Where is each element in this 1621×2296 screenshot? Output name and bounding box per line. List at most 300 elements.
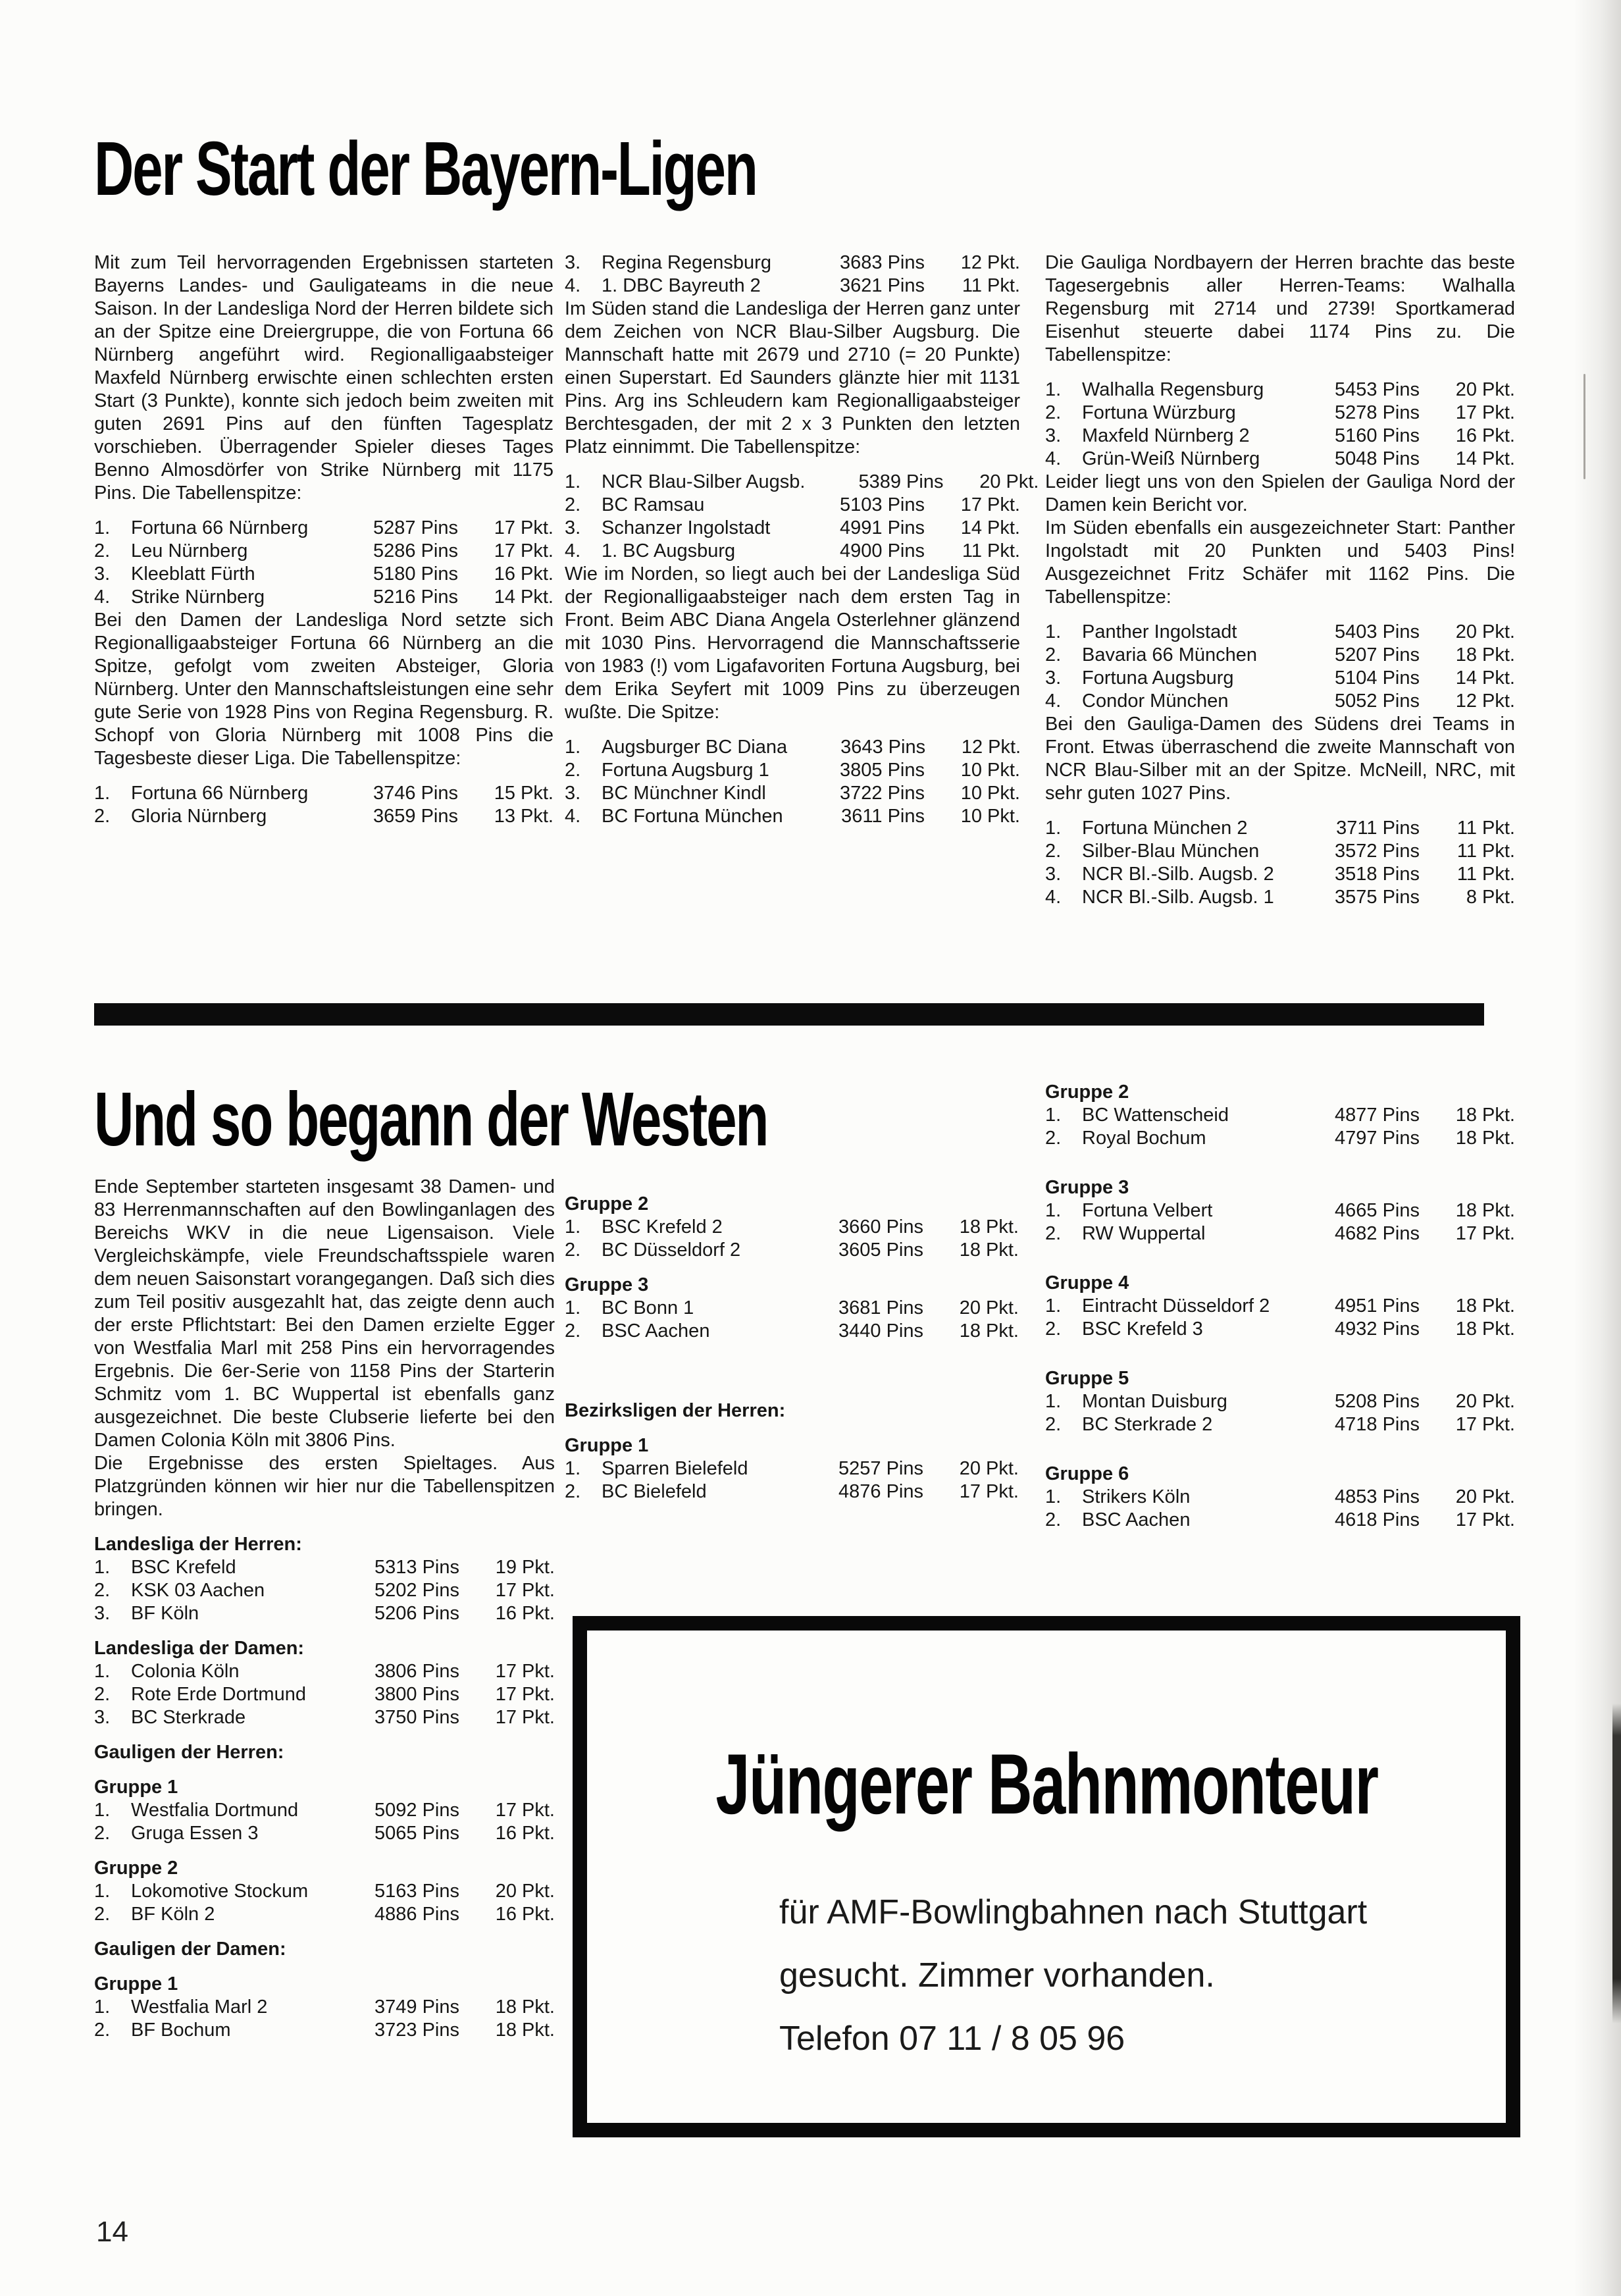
standings-table [1045,1104,1515,1150]
standings-table [1045,1295,1515,1341]
pins-value: 4876 Pins [838,1481,923,1502]
pins-value: 3750 Pins [374,1707,459,1728]
rank: 3. [565,783,581,804]
pins-value: 3683 Pins [840,252,925,273]
team-name: Fortuna Velbert [1082,1200,1213,1221]
rank: 2. [94,806,111,827]
rank: 2. [1045,1223,1062,1244]
team-name: Condor München [1082,691,1229,712]
table-row [565,759,1020,782]
team-name: Westfalia Marl 2 [131,1996,268,2018]
pins-value: 3572 Pins [1335,841,1420,862]
article2-column-3 [1045,1081,1515,1532]
table-row [565,1480,1019,1503]
pins-value: 4718 Pins [1335,1414,1420,1435]
rank: 2. [1045,1318,1062,1340]
ad-line: Telefon 07 11 / 8 05 96 [779,2020,1125,2058]
team-name: BC Münchner Kindl [602,783,766,804]
article1-column-3 [1045,251,1515,909]
standings-table [565,471,1039,563]
team-name: BC Fortuna München [602,806,783,827]
points-value: 11 Pkt. [962,540,1020,561]
points-value: 17 Pkt. [1455,1509,1515,1530]
rank: 1. [94,783,111,804]
pins-value: 5389 Pins [858,471,944,492]
group-section [1045,1081,1515,1150]
table-row [94,1996,555,2019]
points-value: 14 Pkt. [960,517,1020,538]
right-edge-dark-strip [1612,1704,1621,2023]
paragraph: Leider liegt uns von den Spielen der Gauliga Nord der Damen kein Bericht vor. [1045,471,1515,515]
team-name: Rote Erde Dortmund [131,1684,306,1705]
rank: 1. [565,1216,581,1238]
pins-value: 4900 Pins [840,540,925,561]
table-row [1045,817,1515,840]
paragraph: Die Ergebnisse des ersten Spieltages. Aus Platzgründen können wir hier nur die Tabellenspitzen bringen. [94,1453,555,1520]
points-value: 18 Pkt. [1455,644,1515,665]
points-value: 18 Pkt. [1455,1318,1515,1340]
table-row [565,1320,1019,1343]
rank: 2. [94,1823,111,1844]
section-heading: Bezirksligen der Herren: [565,1400,786,1421]
pins-value: 3723 Pins [374,2020,459,2041]
group-heading: Gruppe 3 [1045,1177,1129,1198]
section-divider-bar [94,1003,1484,1026]
points-value: 11 Pkt. [1456,841,1515,862]
rank: 4. [565,806,581,827]
table-row [565,540,1020,563]
pins-value: 5163 Pins [374,1881,459,1902]
pins-value: 5202 Pins [374,1580,459,1601]
points-value: 20 Pkt. [1455,621,1515,642]
team-name: NCR Bl.-Silb. Augsb. 1 [1082,887,1274,908]
group-section [1045,1367,1515,1436]
table-row [1045,1199,1515,1222]
group-section [1045,1176,1515,1245]
team-name: Fortuna Würzburg [1082,402,1236,423]
article2-headline: Und so begann der Westen [94,1076,768,1162]
rank: 1. [94,517,111,538]
rank: 2. [94,1904,111,1925]
team-name: Eintracht Düsseldorf 2 [1082,1295,1270,1317]
table-row [1045,1127,1515,1150]
rank: 1. [1045,1105,1062,1126]
team-name: Fortuna Augsburg 1 [602,760,769,781]
points-value: 10 Pkt. [960,760,1020,781]
points-value: 13 Pkt. [494,806,553,827]
table-row [94,1683,555,1706]
team-name: Silber-Blau München [1082,841,1260,862]
table-row [1045,425,1515,448]
points-value: 18 Pkt. [959,1239,1019,1261]
table-row [1045,1509,1515,1532]
rank: 1. [1045,1391,1062,1412]
group-heading: Gruppe 2 [94,1858,178,1879]
table-row [94,563,553,586]
pins-value: 4886 Pins [374,1904,459,1925]
points-value: 17 Pkt. [959,1481,1019,1502]
team-name: BC Düsseldorf 2 [602,1239,741,1261]
pins-value: 3643 Pins [840,737,926,758]
points-value: 14 Pkt. [494,587,553,608]
team-name: BC Sterkrade [131,1707,246,1728]
table-row [94,586,553,609]
pins-value: 5207 Pins [1335,644,1420,665]
group-section [1045,1463,1515,1532]
points-value: 16 Pkt. [1455,425,1515,446]
rank: 3. [565,517,581,538]
rank: 2. [94,540,111,561]
team-name: BF Köln 2 [131,1904,215,1925]
pins-value: 5286 Pins [373,540,458,561]
table-row [1045,886,1515,909]
team-name: BC Sterkrade 2 [1082,1414,1213,1435]
pins-value: 5160 Pins [1335,425,1420,446]
table-row [1045,621,1515,644]
team-name: Fortuna 66 Nürnberg [131,517,309,538]
points-value: 20 Pkt. [1455,379,1515,400]
points-value: 17 Pkt. [495,1661,555,1682]
standings-table [94,1660,555,1729]
table-row [94,1579,555,1602]
team-name: Walhalla Regensburg [1082,379,1264,400]
team-name: BF Köln [131,1603,199,1624]
rank: 1. [94,1881,111,1902]
table-row [1045,402,1515,425]
section-heading: Gauligen der Damen: [94,1939,286,1960]
team-name: NCR Bl.-Silb. Augsb. 2 [1082,864,1274,885]
pins-value: 3746 Pins [373,783,458,804]
points-value: 12 Pkt. [961,737,1021,758]
article1-column-1 [94,251,553,828]
points-value: 15 Pkt. [494,783,553,804]
team-name: Gruga Essen 3 [131,1823,259,1844]
table-row [1045,1390,1515,1413]
table-row [1045,1104,1515,1127]
rank: 1. [94,1661,111,1682]
standings-table [1045,817,1515,909]
table-row [565,736,1020,759]
paragraph: Ende September starteten insgesamt 38 Damen- und 83 Herrenmannschaften auf den Bowlinganlagen des Bereichs WKV in die neue Ligensaison. Viele Vergleichskämpfe, viele Freundschaftsspiele waren dem neuen Saisonstart vorangegangen. Daß sich dies zum Teil positiv ausgezahlt hat, das zeigte denn auch der erste Pflichtstart: Bei den Damen erzielte Egger von Westfalia Marl mit 258 Pins ein hervorragendes Ergebnis. Die 6er-Serie von 1158 Pins der Starterin Schmitz vom 1. BC Wuppertal ist ebenfalls ganz ausgezeichnet. Die beste Clubserie lieferte bei den Damen Colonia Köln mit 3806 Pins. [94,1176,555,1451]
points-value: 12 Pkt. [1455,691,1515,712]
section-heading: Gauligen der Herren: [94,1742,284,1763]
rank: 1. [565,471,581,492]
table-row [94,517,553,540]
rank: 1. [94,1996,111,2018]
rank: 1. [94,1800,111,1821]
points-value: 18 Pkt. [959,1216,1019,1238]
rank: 1. [1045,818,1062,839]
team-name: Panther Ingolstadt [1082,621,1237,642]
team-name: NCR Blau-Silber Augsb. [602,471,806,492]
paragraph: Im Süden stand die Landesliga der Herren ganz unter dem Zeichen von NCR Blau-Silber Augsburg. Die Mannschaft hatte mit 2679 und 2710 (= 20 Punkte) einen Superstart. Ed Saunders glänzte hier mit 1131 Pins. Arg ins Schleudern kam Regionalligaabsteiger Berchtesgaden, der mit 2 x 3 Punkten den letzten Platz einnimmt. Die Tabellenspitze: [565,298,1020,457]
rank: 3. [94,1603,111,1624]
rank: 2. [1045,644,1062,665]
rank: 1. [565,1297,581,1318]
standings-table [94,517,553,609]
pins-value: 5065 Pins [374,1823,459,1844]
group-heading: Gruppe 1 [565,1435,649,1456]
standings-table [565,1457,1019,1503]
rank: 3. [94,563,111,585]
rank: 3. [565,252,581,273]
pins-value: 3611 Pins [841,806,925,827]
team-name: Schanzer Ingolstadt [602,517,771,538]
pins-value: 3621 Pins [840,275,925,296]
team-name: Gloria Nürnberg [131,806,267,827]
team-name: BC Ramsau [602,494,705,515]
rank: 2. [94,2020,111,2041]
team-name: Strike Nürnberg [131,587,265,608]
group-section [1045,1272,1515,1341]
table-row [1045,1318,1515,1341]
team-name: Bavaria 66 München [1082,644,1257,665]
rank: 4. [1045,887,1062,908]
rank: 2. [1045,1414,1062,1435]
team-name: Leu Nürnberg [131,540,248,561]
team-name: Strikers Köln [1082,1486,1191,1507]
team-name: Augsburger BC Diana [602,737,788,758]
pins-value: 5287 Pins [373,517,458,538]
table-row [94,2019,555,2042]
pins-value: 5208 Pins [1335,1391,1420,1412]
team-name: Maxfeld Nürnberg 2 [1082,425,1250,446]
table-row [94,1799,555,1822]
rank: 1. [94,1557,111,1578]
pins-value: 4797 Pins [1335,1128,1420,1149]
points-value: 8 Pkt. [1466,887,1515,908]
rank: 4. [565,540,581,561]
table-row [565,805,1020,828]
points-value: 17 Pkt. [495,1800,555,1821]
ad-title: Jüngerer Bahnmonteur [715,1736,1378,1832]
points-value: 17 Pkt. [494,517,553,538]
pins-value: 3659 Pins [373,806,458,827]
points-value: 10 Pkt. [960,806,1020,827]
points-value: 20 Pkt. [1455,1391,1515,1412]
table-row [1045,840,1515,863]
pins-value: 5180 Pins [373,563,458,585]
standings-table [1045,1486,1515,1532]
rank: 2. [565,494,581,515]
table-row [565,1457,1019,1480]
team-name: RW Wuppertal [1082,1223,1206,1244]
article2-column-1 [94,1176,555,2042]
paragraph: Im Süden ebenfalls ein ausgezeichneter Start: Panther Ingolstadt mit 20 Punkten und 5403 Pins! Ausgezeichnet Fritz Schäfer mit 1162 Pins. Die Tabellenspitze: [1045,517,1515,608]
points-value: 17 Pkt. [495,1684,555,1705]
table-row [565,251,1020,274]
rank: 2. [1045,1128,1062,1149]
pins-value: 3800 Pins [374,1684,459,1705]
points-value: 14 Pkt. [1455,448,1515,469]
table-row [94,1880,555,1903]
rank: 3. [94,1707,111,1728]
rank: 2. [565,760,581,781]
points-value: 17 Pkt. [494,540,553,561]
rank: 3. [1045,864,1062,885]
team-name: Regina Regensburg [602,252,771,273]
rank: 1. [1045,1200,1062,1221]
table-row [94,1706,555,1729]
pins-value: 4951 Pins [1335,1295,1420,1317]
table-row [565,782,1020,805]
rank: 1. [565,737,581,758]
table-row [1045,1486,1515,1509]
pins-value: 3805 Pins [840,760,925,781]
team-name: BSC Krefeld 2 [602,1216,723,1238]
table-row [565,274,1020,298]
pins-value: 3722 Pins [840,783,925,804]
points-value: 11 Pkt. [1456,818,1515,839]
pins-value: 4665 Pins [1335,1200,1420,1221]
pins-value: 5206 Pins [374,1603,459,1624]
rank: 4. [1045,448,1062,469]
table-row [565,517,1020,540]
points-value: 11 Pkt. [1456,864,1515,885]
rank: 2. [565,1481,581,1502]
standings-table [94,1799,555,1845]
points-value: 17 Pkt. [1455,1223,1515,1244]
team-name: Grün-Weiß Nürnberg [1082,448,1260,469]
group-heading: Gruppe 1 [94,1973,178,1995]
pins-value: 4853 Pins [1335,1486,1420,1507]
team-name: Fortuna München 2 [1082,818,1248,839]
points-value: 17 Pkt. [495,1580,555,1601]
points-value: 17 Pkt. [1455,402,1515,423]
standings-table [565,1216,1019,1262]
points-value: 18 Pkt. [495,2020,555,2041]
standings-table [565,1297,1019,1343]
pins-value: 3711 Pins [1336,818,1420,839]
pins-value: 5403 Pins [1335,621,1420,642]
article2-column-2 [565,1193,1019,1503]
group-heading: Gruppe 2 [565,1193,649,1214]
paragraph: Bei den Damen der Landesliga Nord setzte sich Regionalligaabsteiger Fortuna 66 Nürnberg an die Spitze, gefolgt vom zweiten Absteiger, Gloria Nürnberg. Unter den Mannschaftsleistungen eine sehr gute Serie von 1928 Pins von Regina Regensburg. R. Schopf von Gloria Nürnberg mit 1008 Pins die Tagesbeste dieser Liga. Die Tabellenspitze: [94,610,553,769]
rank: 2. [565,1239,581,1261]
section-heading: Landesliga der Herren: [94,1534,302,1555]
points-value: 20 Pkt. [959,1458,1019,1479]
pins-value: 3605 Pins [838,1239,923,1261]
points-value: 19 Pkt. [495,1557,555,1578]
pins-value: 5104 Pins [1335,667,1420,689]
rank: 3. [1045,425,1062,446]
points-value: 20 Pkt. [959,1297,1019,1318]
points-value: 17 Pkt. [960,494,1020,515]
team-name: Westfalia Dortmund [131,1800,299,1821]
pins-value: 5453 Pins [1335,379,1420,400]
rank: 1. [1045,621,1062,642]
points-value: 16 Pkt. [494,563,553,585]
table-row [1045,1222,1515,1245]
table-row [1045,863,1515,886]
ad-body [779,1881,1506,2070]
team-name: BC Wattenscheid [1082,1105,1229,1126]
pins-value: 3681 Pins [838,1297,923,1318]
standings-table [94,782,553,828]
standings-table [94,1556,555,1625]
group-heading: Gruppe 6 [1045,1463,1129,1484]
pins-value: 5278 Pins [1335,402,1420,423]
paragraph: Wie im Norden, so liegt auch bei der Landesliga Süd der Regionalligaabsteiger nach dem ersten Tag in Front. Beim ABC Diana Angela Osterlehner glänzend mit 1030 Pins. Hervorragend die Mannschaftsserie von 1983 (!) vom Ligafavoriten Fortuna Augsburg, bei dem Erika Seyfert mit 1009 Pins zu überzeugen wußte. Die Spitze: [565,563,1020,723]
team-name: Lokomotive Stockum [131,1881,309,1902]
team-name: BC Bonn 1 [602,1297,694,1318]
table-row [94,1556,555,1579]
team-name: 1. BC Augsburg [602,540,736,561]
pins-value: 4932 Pins [1335,1318,1420,1340]
rank: 3. [1045,667,1062,689]
pins-value: 4877 Pins [1335,1105,1420,1126]
table-row [1045,1295,1515,1318]
paragraph: Bei den Gauliga-Damen des Südens drei Teams in Front. Etwas überraschend die zweite Mannschaft von NCR Blau-Silber mit an der Spitze. McNeill, NRC, mit sehr guten 1027 Pins. [1045,714,1515,804]
team-name: Sparren Bielefeld [602,1458,748,1479]
team-name: BF Bochum [131,2020,231,2041]
pins-value: 3660 Pins [838,1216,923,1238]
paragraph: Mit zum Teil hervorragenden Ergebnissen starteten Bayerns Landes- und Gauligateams in die neue Saison. In der Landesliga Nord der Herren bildete sich an der Spitze eine Dreiergruppe, die von Fortuna 66 Nürnberg angeführt wird. Regionalligaabsteiger Maxfeld Nürnberg erwischte einen schlechten ersten Start (3 Punkte), konnte sich jedoch beim zweiten mit guten 2691 Pins auf den fünften Tagesplatz vorschieben. Überragender Spieler dieses Tages Benno Almosdörfer von Strike Nürnberg mit 1175 Pins. Die Tabellenspitze: [94,252,554,504]
pins-value: 4991 Pins [840,517,925,538]
pins-value: 5048 Pins [1335,448,1420,469]
table-row [1045,448,1515,471]
group-heading: Gruppe 5 [1045,1368,1129,1389]
points-value: 18 Pkt. [1455,1200,1515,1221]
points-value: 18 Pkt. [1455,1105,1515,1126]
pins-value: 3749 Pins [374,1996,459,2018]
standings-table [565,736,1020,828]
table-row [1045,690,1515,713]
table-row [94,782,553,805]
table-row [565,471,1039,494]
standings-table [1045,378,1515,471]
points-value: 16 Pkt. [495,1823,555,1844]
team-name: BC Bielefeld [602,1481,707,1502]
ad-box [573,1616,1520,2137]
rank: 1. [1045,1486,1062,1507]
pins-value: 3806 Pins [374,1661,459,1682]
table-row [94,1903,555,1926]
crease-line [1583,374,1585,479]
pins-value: 5313 Pins [374,1557,459,1578]
pins-value: 5092 Pins [374,1800,459,1821]
points-value: 14 Pkt. [1455,667,1515,689]
pins-value: 5103 Pins [840,494,925,515]
team-name: Montan Duisburg [1082,1391,1227,1412]
paragraph: Die Gauliga Nordbayern der Herren brachte das beste Tagesergebnis aller Herren-Teams: Walhalla Regensburg mit 2714 und 2739! Sportkamerad Eisenhut steuerte dabei 1174 Pins zu. Die Tabellenspitze: [1045,252,1515,365]
pins-value: 5052 Pins [1335,691,1420,712]
table-row [565,1216,1019,1239]
group-heading: Gruppe 1 [94,1777,178,1798]
page-number: 14 [96,2216,128,2248]
table-row [94,1660,555,1683]
table-row [94,1822,555,1845]
rank: 4. [1045,691,1062,712]
rank: 2. [94,1580,111,1601]
table-row [1045,644,1515,667]
team-name: Fortuna 66 Nürnberg [131,783,309,804]
table-row [565,1239,1019,1262]
standings-table [1045,1390,1515,1436]
rank: 1. [1045,1295,1062,1317]
points-value: 20 Pkt. [979,471,1039,492]
rank: 2. [1045,1509,1062,1530]
points-value: 10 Pkt. [960,783,1020,804]
rank: 2. [1045,402,1062,423]
team-name: Fortuna Augsburg [1082,667,1234,689]
standings-table [94,1880,555,1926]
team-name: BSC Krefeld [131,1557,236,1578]
article1-headline: Der Start der Bayern-Ligen [94,126,757,211]
team-name: Kleeblatt Fürth [131,563,255,585]
table-row [1045,1413,1515,1436]
points-value: 17 Pkt. [1455,1414,1515,1435]
